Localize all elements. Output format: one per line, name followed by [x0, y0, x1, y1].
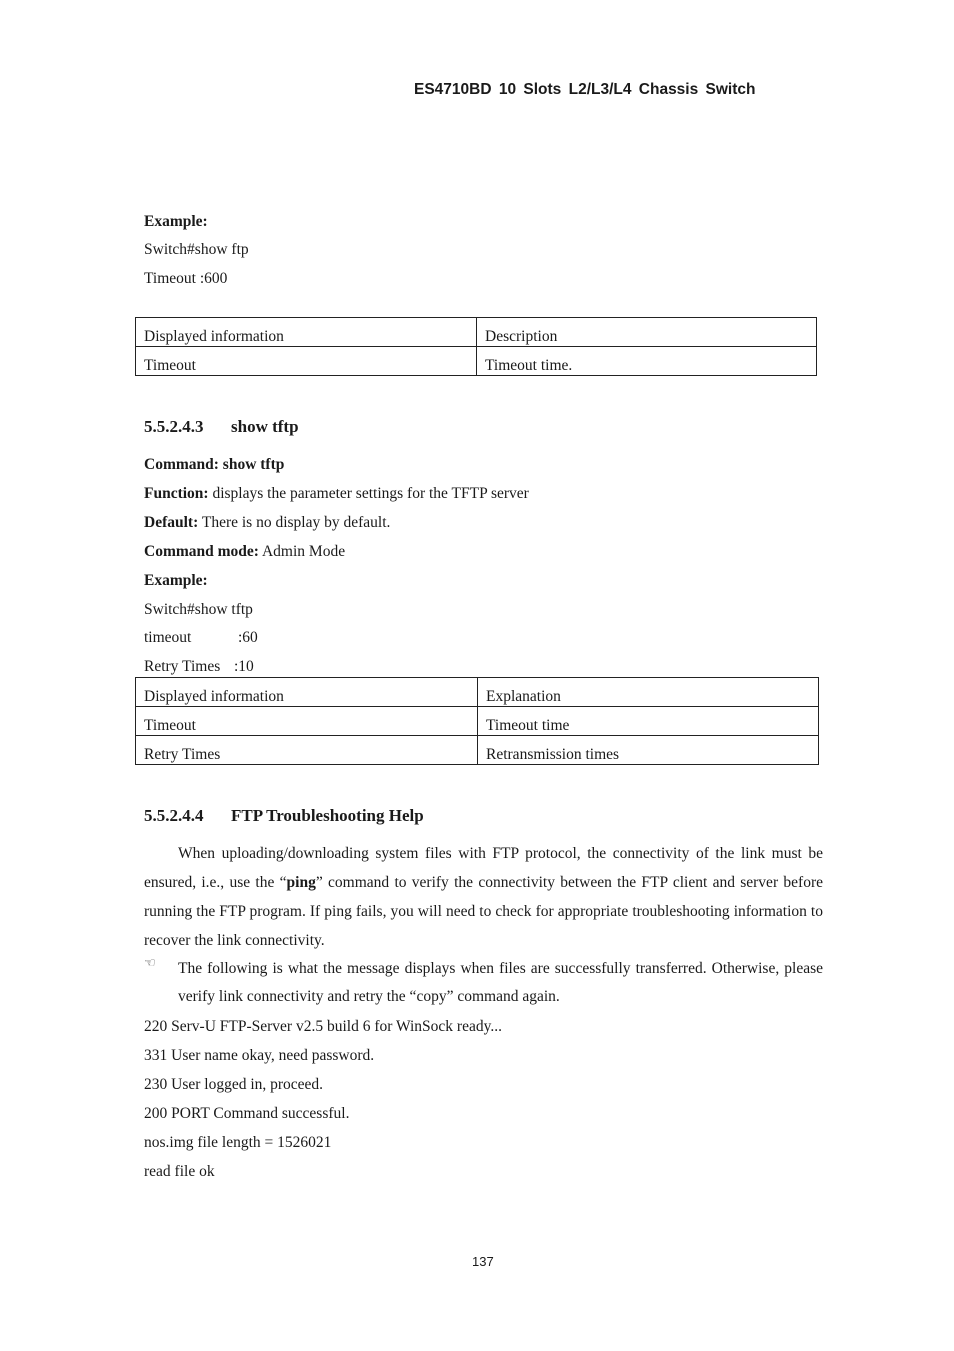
table-cell: Explanation — [478, 678, 819, 707]
note-text: The following is what the message displays when files are successfully transferred. Otherwise, please verify link connectivity and retry the “copy” command again. — [178, 960, 823, 1005]
ftp-message-line: 230 User logged in, proceed. — [144, 1076, 324, 1093]
ftp-message-line: 200 PORT Command successful. — [144, 1105, 350, 1122]
ftp-info-table — [135, 317, 817, 376]
ftp-example-line: Switch#show ftp — [144, 241, 249, 258]
tftp-example-cmd: Switch#show tftp — [144, 601, 253, 618]
example-key: timeout — [144, 629, 192, 646]
table-cell: Displayed information — [136, 318, 477, 347]
table-cell: Timeout — [136, 347, 477, 376]
default-text: There is no display by default. — [198, 514, 391, 531]
page-header-title: ES4710BD 10 Slots L2/L3/L4 Chassis Switch — [414, 81, 756, 98]
example-value: :10 — [234, 658, 254, 675]
example-value: :60 — [238, 629, 258, 646]
ftp-example-label: Example: — [144, 213, 208, 230]
table-header-row — [136, 318, 817, 347]
default-label: Default: — [144, 514, 199, 531]
section-number: 5.5.2.4.3 — [144, 417, 204, 436]
section-title: FTP Troubleshooting Help — [231, 806, 424, 825]
mode-text: Admin Mode — [258, 543, 346, 560]
section-title: show tftp — [231, 417, 299, 436]
table-cell: Timeout time. — [477, 347, 817, 376]
ping-keyword: ping — [286, 874, 316, 891]
tftp-info-table — [135, 677, 819, 765]
section-number: 5.5.2.4.4 — [144, 806, 204, 825]
function-line — [144, 485, 529, 503]
ftp-message-line: 331 User name okay, need password. — [144, 1047, 375, 1064]
tftp-example-row — [144, 629, 258, 647]
table-cell: Timeout — [136, 707, 478, 736]
table-row — [136, 707, 819, 736]
paragraph-text: ” command to verify the connectivity between the FTP client and server before running the FTP program. If ping fails, you will need to check for appropriate troubleshooting information to recover the link connectivity. — [144, 874, 823, 949]
table-row — [136, 347, 817, 376]
command-label: Command: show tftp — [144, 456, 285, 473]
paragraph-text: When uploading/downloading system files with FTP protocol, the connectivity of the link must be ensured, i.e., use the “ — [144, 845, 823, 891]
table-cell: Retry Times — [136, 736, 478, 765]
tftp-example-label: Example: — [144, 572, 208, 589]
example-key: Retry Times — [144, 658, 221, 675]
default-line — [144, 514, 390, 532]
section-heading-ftp-troubleshooting — [144, 806, 424, 826]
command-mode-line — [144, 543, 345, 561]
function-text: displays the parameter settings for the TFTP server — [208, 485, 529, 502]
pointing-hand-icon: ☜ — [144, 955, 156, 970]
function-label: Function: — [144, 485, 209, 502]
table-cell: Description — [477, 318, 817, 347]
ftp-message-line: 220 Serv-U FTP-Server v2.5 build 6 for WinSock ready... — [144, 1018, 502, 1035]
tftp-example-row — [144, 658, 254, 676]
table-header-row — [136, 678, 819, 707]
table-cell: Timeout time — [478, 707, 819, 736]
table-cell: Displayed information — [136, 678, 478, 707]
table-row — [136, 736, 819, 765]
page-number: 137 — [472, 1254, 494, 1269]
table-cell: Retransmission times — [478, 736, 819, 765]
section-heading-show-tftp — [144, 417, 299, 437]
ftp-example-line: Timeout :600 — [144, 270, 228, 287]
mode-label: Command mode: — [144, 543, 259, 560]
ftp-message-line: read file ok — [144, 1163, 215, 1180]
note-block — [144, 955, 823, 1011]
troubleshoot-paragraph — [144, 839, 823, 955]
ftp-message-line: nos.img file length = 1526021 — [144, 1134, 332, 1151]
